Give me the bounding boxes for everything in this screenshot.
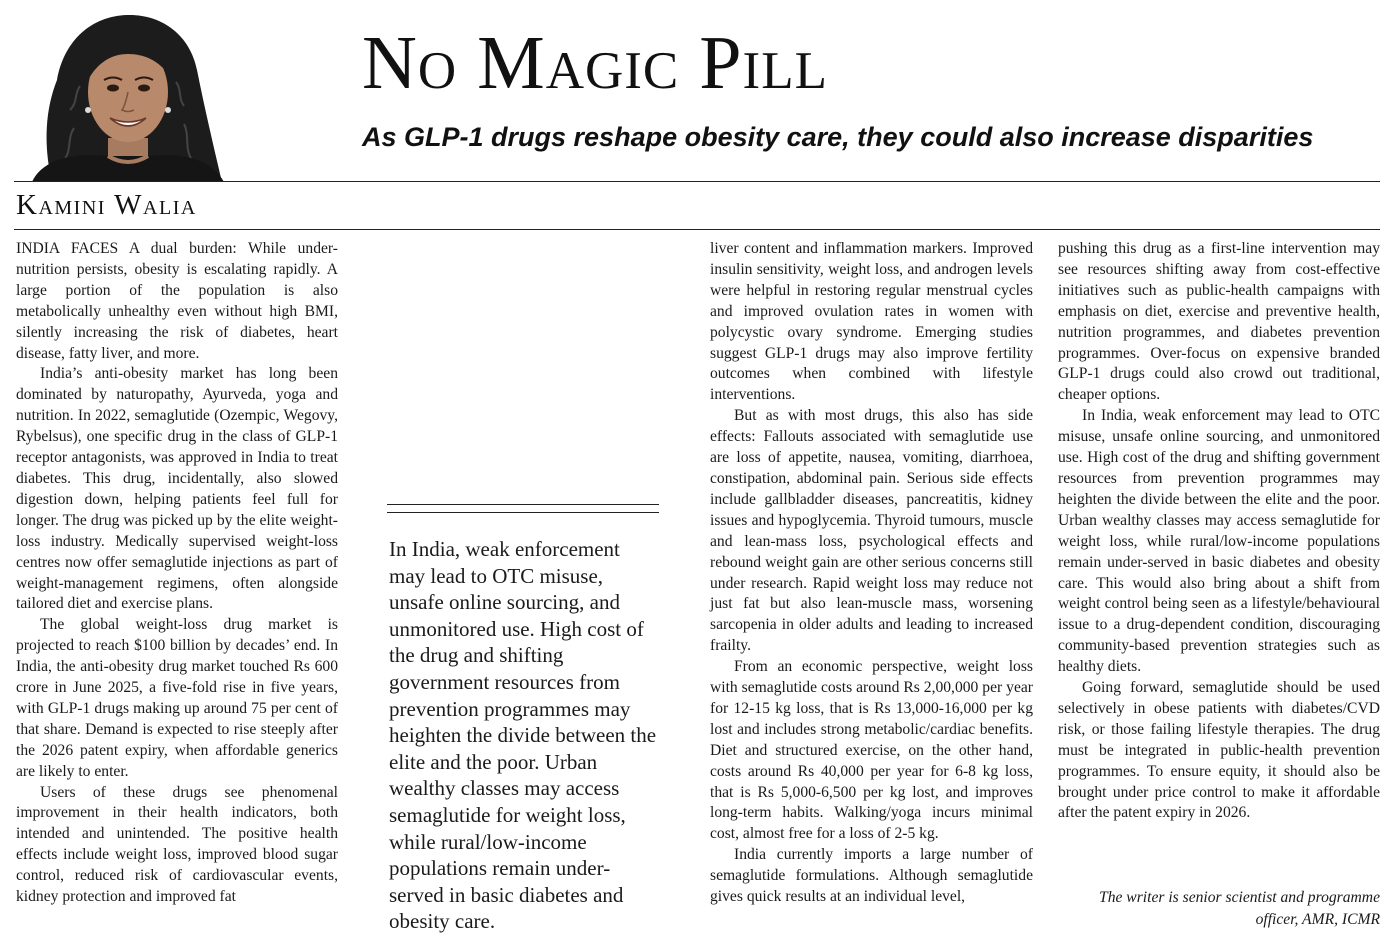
paragraph: Going forward, semaglutide should be used selectively in obese patients with diabetes/CVD risk, or those failing lifestyle therapies. The drug must be integrated in public-health prevention programmes. To ensure equity, it should also be brought under price control to make it affordable after the patent expiry in 2026.	[1058, 679, 1380, 822]
pullquote: In India, weak enforcement may lead to OTC misuse, unsafe online sourcing, and unmonitored use. High cost of the drug and shifting government resources from prevention programmes may heighten the divide between the elite and the poor. Urban wealthy classes may access semaglutide for weight loss, while rural/low-income populations remain under-served in basic diabetes and obesity care.	[389, 537, 657, 934]
article-column-3	[710, 239, 1033, 908]
article-column-4	[1058, 239, 1380, 824]
deck-subheadline: As GLP-1 drugs reshape obesity care, they could also increase disparities	[362, 122, 1314, 152]
header-rule	[14, 181, 1380, 182]
author-note: The writer is senior scientist and programme officer, AMR, ICMR	[1099, 889, 1380, 928]
paragraph: India currently imports a large number of semaglutide formulations. Although semaglutide gives quick results at an individual level,	[710, 846, 1033, 906]
paragraph: INDIA FACES A dual burden: While under-nutrition persists, obesity is escalating rapidly. A large portion of the population is also metabolically unhealthy even without high BMI, silently increasing the risk of diabetes, heart disease, fatty liver, and more.	[16, 240, 338, 362]
author-portrait	[12, 10, 238, 182]
paragraph: In India, weak enforcement may lead to OTC misuse, unsafe online sourcing, and unmonitored use. High cost of the drug and shifting government resources from prevention programmes may heighten the divide between the elite and the poor. Urban wealthy classes may access semaglutide for weight loss, while rural/low-income populations remain under-served in basic diabetes and obesity care. This would also bring about a shift from weight control being seen as a lifestyle/behavioural issue to a drug-dependent condition, discouraging community-based prevention strategies such as healthy diets.	[1058, 407, 1380, 676]
pullquote-rules	[387, 504, 659, 520]
paragraph: The global weight-loss drug market is projected to reach $100 billion by decades’ end. In India, the anti-obesity drug market touched Rs 600 crore in June 2025, a five-fold rise in five years, with GLP-1 drugs making up around 75 per cent of that share. Demand is expected to rise steeply after the 2026 patent expiry, when affordable generics are likely to enter.	[16, 616, 338, 780]
paragraph: Users of these drugs see phenomenal improvement in their health indicators, both intended and unintended. The positive health effects include weight loss, improved blood sugar control, reduced risk of cardiovascular events, kidney protection and improved fat	[16, 783, 338, 906]
author-byline: Kamini Walia	[16, 189, 197, 221]
article-column-1	[16, 239, 338, 908]
headline: No Magic Pill	[362, 21, 828, 105]
byline-rule	[14, 229, 1380, 230]
paragraph: India’s anti-obesity market has long been dominated by naturopathy, Ayurveda, yoga and nutrition. In 2022, semaglutide (Ozempic, Wegovy, Rybelsus), one specific drug in the class of GLP-1 receptor antagonists, was approved in India to treat diabetes. This drug, incidentally, also slowed digestion down, helping patients feel full for longer. The drug was picked up by the elite weight-loss industry. Medically supervised weight-loss centres now offer semaglutide injections as part of weight-management regimens, often alongside tailored diet and exercise plans.	[16, 365, 338, 613]
paragraph: But as with most drugs, this also has side effects: Fallouts associated with semaglutide use are loss of appetite, nausea, vomiting, diarrhoea, constipation, abdominal pain. Serious side effects include gallbladder diseases, pancreatitis, kidney issues and hypoglycemia. Thyroid tumours, muscle and lean-mass loss, psychological effects and rebound weight gain are other serious concerns still under research. Rapid weight loss may reduce not just fat but also lean-muscle mass, worsening sarcopenia in older adults and leading to increased frailty.	[710, 407, 1033, 655]
paragraph: pushing this drug as a first-line intervention may see resources shifting away from cost-effective initiatives such as public-health campaigns with emphasis on diet, exercise and preventive health, nutrition programmes, and diabetes prevention programmes. Over-focus on expensive branded GLP-1 drugs could also crowd out traditional, cheaper options.	[1058, 240, 1380, 404]
paragraph: liver content and inflammation markers. Improved insulin sensitivity, weight loss, and androgen levels were helpful in restoring regular menstrual cycles and improved ovulation rates in women with polycystic ovary syndrome. Emerging studies suggest GLP-1 drugs may also improve fertility outcomes when combined with lifestyle interventions.	[710, 240, 1033, 404]
paragraph: From an economic perspective, weight loss with semaglutide costs around Rs 2,00,000 per year for 12-15 kg loss, that is Rs 13,000-16,000 per kg lost and includes strong metabolic/cardiac benefits. Diet and structured exercise, on the other hand, costs around Rs 40,000 per year for 6-8 kg loss, that is Rs 5,000-6,500 per kg lost, and improves long-term habits. Walking/yoga incurs minimal cost, almost free for a loss of 2-5 kg.	[710, 658, 1033, 843]
